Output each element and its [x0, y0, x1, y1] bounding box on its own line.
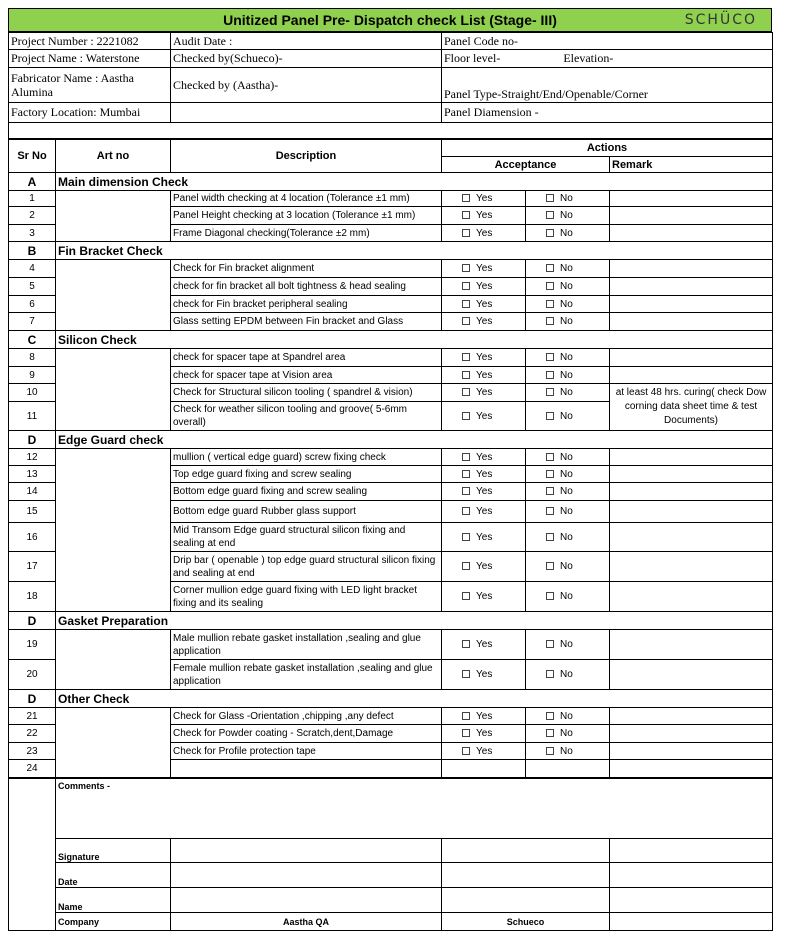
company-extra	[610, 913, 773, 931]
checkbox-no-label: No	[560, 561, 573, 572]
row-sr-no: 10	[9, 384, 56, 402]
checkbox-yes[interactable]	[462, 412, 470, 420]
checkbox-yes-label: Yes	[476, 669, 493, 680]
remark-cell[interactable]	[610, 260, 773, 278]
acceptance-yes-cell	[442, 760, 526, 778]
checkbox-yes-label: Yes	[476, 468, 493, 480]
date-label: Date	[56, 863, 171, 888]
acceptance-no-cell	[526, 725, 610, 743]
acceptance-yes-cell	[442, 225, 526, 242]
checkbox-yes[interactable]	[462, 264, 470, 272]
checkbox-no[interactable]	[546, 388, 554, 396]
row-description: Check for Structural silicon tooling ( spandrel & vision)	[171, 384, 442, 402]
checkbox-yes[interactable]	[462, 282, 470, 290]
acceptance-no-cell	[526, 349, 610, 367]
remark-cell[interactable]	[610, 582, 773, 612]
checkbox-yes-label: Yes	[476, 410, 493, 422]
checkbox-yes[interactable]	[462, 453, 470, 461]
section-header-row	[9, 173, 773, 191]
checkbox-yes-label: Yes	[476, 506, 493, 517]
checkbox-yes-label: Yes	[476, 298, 493, 310]
row-description	[171, 760, 442, 778]
checkbox-no[interactable]	[546, 300, 554, 308]
row-sr-no: 6	[9, 296, 56, 313]
floor-level-label: Floor level-	[444, 51, 501, 65]
acceptance-no-cell	[526, 523, 610, 552]
checkbox-no[interactable]	[546, 282, 554, 290]
acceptance-yes-cell	[442, 384, 526, 402]
acceptance-yes-cell	[442, 743, 526, 760]
section-title: Edge Guard check	[56, 431, 773, 449]
date-extra-field[interactable]	[610, 863, 773, 888]
elevation-label: Elevation-	[563, 51, 614, 65]
checkbox-yes-label: Yes	[476, 710, 493, 722]
row-sr-no: 7	[9, 313, 56, 331]
acceptance-no-cell	[526, 552, 610, 582]
remark-cell[interactable]: at least 48 hrs. curing( check Dow corning data sheet time & test Documents)	[610, 384, 773, 431]
checkbox-no[interactable]	[546, 371, 554, 379]
col-sr-no: Sr No	[9, 140, 56, 173]
acceptance-no-cell	[526, 760, 610, 778]
row-sr-no: 20	[9, 660, 56, 690]
checkbox-yes[interactable]	[462, 562, 470, 570]
row-sr-no: 8	[9, 349, 56, 367]
checkbox-no[interactable]	[546, 487, 554, 495]
row-description: mullion ( vertical edge guard) screw fixing check	[171, 449, 442, 466]
col-description: Description	[171, 140, 442, 173]
section-title: Main dimension Check	[56, 173, 773, 191]
checkbox-no[interactable]	[546, 353, 554, 361]
comments-field[interactable]	[56, 779, 773, 839]
audit-date-field[interactable]: Audit Date :	[171, 33, 442, 50]
checkbox-yes-label: Yes	[476, 591, 493, 602]
row-sr-no: 23	[9, 743, 56, 760]
checkbox-no[interactable]	[546, 562, 554, 570]
art-no-cell[interactable]	[56, 708, 171, 778]
checkbox-no-label: No	[560, 227, 573, 239]
checkbox-yes[interactable]	[462, 229, 470, 237]
checkbox-no-label: No	[560, 669, 573, 680]
section-header-row	[9, 612, 773, 630]
remark-cell[interactable]	[610, 725, 773, 743]
acceptance-no-cell	[526, 191, 610, 207]
checkbox-no-label: No	[560, 281, 573, 292]
acceptance-yes-cell	[442, 260, 526, 278]
remark-cell[interactable]	[610, 760, 773, 778]
row-sr-no: 2	[9, 207, 56, 225]
checkbox-no-label: No	[560, 387, 573, 398]
acceptance-no-cell	[526, 501, 610, 523]
remark-cell[interactable]	[610, 191, 773, 207]
checkbox-yes[interactable]	[462, 487, 470, 495]
checkbox-yes[interactable]	[462, 353, 470, 361]
checkbox-yes-label: Yes	[476, 387, 493, 398]
acceptance-no-cell	[526, 402, 610, 431]
name-label: Name	[56, 888, 171, 913]
section-title: Other Check	[56, 690, 773, 708]
project-name: Project Name : Waterstone	[9, 50, 171, 68]
checkbox-yes[interactable]	[462, 507, 470, 515]
remark-cell[interactable]	[610, 349, 773, 367]
row-description: check for Fin bracket peripheral sealing	[171, 296, 442, 313]
acceptance-yes-cell	[442, 725, 526, 743]
acceptance-no-cell	[526, 449, 610, 466]
checkbox-no-label: No	[560, 352, 573, 363]
project-number: Project Number : 2221082	[9, 33, 171, 50]
checkbox-yes[interactable]	[462, 194, 470, 202]
row-description: Panel width checking at 4 location (Tolerance ±1 mm)	[171, 191, 442, 207]
checkbox-yes-label: Yes	[476, 745, 493, 757]
acceptance-yes-cell	[442, 552, 526, 582]
checkbox-no[interactable]	[546, 729, 554, 737]
panel-dimension-field[interactable]: Panel Diamension -	[442, 103, 773, 123]
acceptance-yes-cell	[442, 191, 526, 207]
row-sr-no: 4	[9, 260, 56, 278]
checkbox-no-label: No	[560, 263, 573, 274]
table-row	[9, 630, 773, 660]
project-info-table	[8, 32, 773, 139]
section-code: A	[9, 173, 56, 191]
checkbox-no[interactable]	[546, 670, 554, 678]
acceptance-yes-cell	[442, 367, 526, 384]
page-title: Unitized Panel Pre- Dispatch check List (Stage- III)	[223, 12, 557, 28]
acceptance-no-cell	[526, 278, 610, 296]
remark-cell[interactable]	[610, 367, 773, 384]
section-header-row	[9, 431, 773, 449]
section-code: D	[9, 431, 56, 449]
remark-cell[interactable]	[610, 660, 773, 690]
checkbox-yes-label: Yes	[476, 263, 493, 274]
checkbox-yes[interactable]	[462, 747, 470, 755]
row-description: Check for Fin bracket alignment	[171, 260, 442, 278]
checkbox-no-label: No	[560, 468, 573, 480]
checkbox-yes[interactable]	[462, 211, 470, 219]
remark-cell[interactable]	[610, 466, 773, 483]
row-description: Female mullion rebate gasket installation ,sealing and glue application	[171, 660, 442, 690]
acceptance-yes-cell	[442, 708, 526, 725]
row-description: Drip bar ( openable ) top edge guard structural silicon fixing and sealing at end	[171, 552, 442, 582]
section-code: D	[9, 612, 56, 630]
row-description: Top edge guard fixing and screw sealing	[171, 466, 442, 483]
table-row	[9, 708, 773, 725]
row-description: Check for Powder coating - Scratch,dent,Damage	[171, 725, 442, 743]
acceptance-yes-cell	[442, 630, 526, 660]
acceptance-no-cell	[526, 296, 610, 313]
checkbox-yes-label: Yes	[476, 352, 493, 363]
acceptance-no-cell	[526, 743, 610, 760]
remark-cell[interactable]	[610, 708, 773, 725]
checkbox-no-label: No	[560, 745, 573, 757]
checkbox-yes[interactable]	[462, 533, 470, 541]
row-description: check for spacer tape at Spandrel area	[171, 349, 442, 367]
col-art-no: Art no	[56, 140, 171, 173]
checkbox-no-label: No	[560, 210, 573, 221]
acceptance-no-cell	[526, 225, 610, 242]
row-sr-no: 9	[9, 367, 56, 384]
signature-aastha-field[interactable]	[171, 839, 442, 863]
checkbox-no-label: No	[560, 369, 573, 381]
name-aastha-field[interactable]	[171, 888, 442, 913]
checkbox-no[interactable]	[546, 592, 554, 600]
row-description: Glass setting EPDM between Fin bracket and Glass	[171, 313, 442, 331]
company-aastha: Aastha QA	[171, 913, 442, 931]
signature-extra-field[interactable]	[610, 839, 773, 863]
row-description: Check for Glass -Orientation ,chipping ,any defect	[171, 708, 442, 725]
row-sr-no: 18	[9, 582, 56, 612]
remark-cell[interactable]	[610, 296, 773, 313]
panel-code-field[interactable]: Panel Code no-	[442, 33, 773, 50]
checkbox-no[interactable]	[546, 412, 554, 420]
company-label: Company	[56, 913, 171, 931]
checkbox-yes[interactable]	[462, 592, 470, 600]
row-sr-no: 11	[9, 402, 56, 431]
acceptance-no-cell	[526, 483, 610, 501]
checkbox-no-label: No	[560, 710, 573, 722]
checkbox-no[interactable]	[546, 640, 554, 648]
checkbox-no[interactable]	[546, 194, 554, 202]
checkbox-yes-label: Yes	[476, 369, 493, 381]
checkbox-no[interactable]	[546, 453, 554, 461]
checkbox-yes-label: Yes	[476, 728, 493, 739]
remark-cell[interactable]	[610, 523, 773, 552]
row-sr-no: 15	[9, 501, 56, 523]
row-description: Check for Profile protection tape	[171, 743, 442, 760]
signature-label: Signature	[56, 839, 171, 863]
checkbox-yes[interactable]	[462, 640, 470, 648]
schueco-logo: SCHÜCO	[684, 12, 757, 28]
row-description: check for spacer tape at Vision area	[171, 367, 442, 384]
remark-cell[interactable]	[610, 449, 773, 466]
checkbox-yes-label: Yes	[476, 227, 493, 239]
checkbox-no-label: No	[560, 451, 573, 463]
signature-schueco-field[interactable]	[442, 839, 610, 863]
checkbox-no-label: No	[560, 728, 573, 739]
blank-info-cell[interactable]	[171, 103, 442, 123]
checkbox-yes[interactable]	[462, 729, 470, 737]
checkbox-yes-label: Yes	[476, 210, 493, 221]
remark-cell[interactable]	[610, 743, 773, 760]
acceptance-no-cell	[526, 367, 610, 384]
checkbox-yes[interactable]	[462, 712, 470, 720]
checkbox-no[interactable]	[546, 507, 554, 515]
row-sr-no: 16	[9, 523, 56, 552]
checklist-table	[8, 139, 773, 778]
date-aastha-field[interactable]	[171, 863, 442, 888]
row-description: check for fin bracket all bolt tightness & head sealing	[171, 278, 442, 296]
remark-cell[interactable]	[610, 630, 773, 660]
acceptance-no-cell	[526, 582, 610, 612]
acceptance-yes-cell	[442, 466, 526, 483]
acceptance-yes-cell	[442, 278, 526, 296]
remark-cell[interactable]	[610, 501, 773, 523]
checkbox-yes-label: Yes	[476, 316, 493, 327]
checklist-sheet	[8, 8, 772, 931]
section-code: D	[9, 690, 56, 708]
remark-cell[interactable]	[610, 207, 773, 225]
art-no-cell[interactable]	[56, 349, 171, 431]
remark-cell[interactable]	[610, 313, 773, 331]
acceptance-no-cell	[526, 630, 610, 660]
table-row	[9, 449, 773, 466]
table-row	[9, 349, 773, 367]
remark-cell[interactable]	[610, 552, 773, 582]
row-sr-no: 3	[9, 225, 56, 242]
date-schueco-field[interactable]	[442, 863, 610, 888]
checkbox-no-label: No	[560, 591, 573, 602]
footer-margin	[9, 779, 56, 931]
checkbox-yes[interactable]	[462, 300, 470, 308]
checkbox-no-label: No	[560, 531, 573, 543]
remark-cell[interactable]	[610, 483, 773, 501]
comments-label: Comments -	[58, 781, 111, 791]
acceptance-yes-cell	[442, 313, 526, 331]
acceptance-no-cell	[526, 708, 610, 725]
panel-type-field[interactable]: Panel Type-Straight/End/Openable/Corner	[442, 68, 773, 103]
remark-cell[interactable]	[610, 278, 773, 296]
row-sr-no: 14	[9, 483, 56, 501]
checkbox-no-label: No	[560, 193, 573, 204]
acceptance-yes-cell	[442, 207, 526, 225]
col-acceptance: Acceptance	[442, 157, 610, 173]
row-sr-no: 5	[9, 278, 56, 296]
acceptance-no-cell	[526, 313, 610, 331]
acceptance-no-cell	[526, 260, 610, 278]
name-schueco-field[interactable]	[442, 888, 610, 913]
section-title: Silicon Check	[56, 331, 773, 349]
row-sr-no: 21	[9, 708, 56, 725]
acceptance-no-cell	[526, 207, 610, 225]
checkbox-yes[interactable]	[462, 470, 470, 478]
table-row	[9, 260, 773, 278]
company-schueco: Schueco	[442, 913, 610, 931]
acceptance-yes-cell	[442, 660, 526, 690]
acceptance-no-cell	[526, 384, 610, 402]
spacer-row	[9, 123, 773, 139]
row-description: Check for weather silicon tooling and groove( 5-6mm overall)	[171, 402, 442, 431]
col-remark: Remark	[610, 157, 773, 173]
section-title: Fin Bracket Check	[56, 242, 773, 260]
table-row	[9, 191, 773, 207]
row-description: Bottom edge guard fixing and screw sealing	[171, 483, 442, 501]
row-description: Panel Height checking at 3 location (Tolerance ±1 mm)	[171, 207, 442, 225]
acceptance-yes-cell	[442, 483, 526, 501]
art-no-cell[interactable]	[56, 260, 171, 331]
checkbox-no-label: No	[560, 316, 573, 327]
checked-by-schueco-field[interactable]: Checked by(Schueco)-	[171, 50, 442, 68]
acceptance-yes-cell	[442, 402, 526, 431]
checkbox-yes-label: Yes	[476, 531, 493, 543]
checkbox-yes-label: Yes	[476, 281, 493, 292]
section-code: C	[9, 331, 56, 349]
section-header-row	[9, 331, 773, 349]
acceptance-yes-cell	[442, 296, 526, 313]
checkbox-yes[interactable]	[462, 670, 470, 678]
row-sr-no: 12	[9, 449, 56, 466]
acceptance-yes-cell	[442, 449, 526, 466]
factory-location: Factory Location: Mumbai	[9, 103, 171, 123]
checkbox-no[interactable]	[546, 317, 554, 325]
checkbox-no[interactable]	[546, 229, 554, 237]
fabricator-name: Fabricator Name : Aastha Alumina	[9, 68, 171, 103]
checkbox-no-label: No	[560, 410, 573, 422]
title-bar	[8, 8, 772, 32]
checkbox-yes-label: Yes	[476, 451, 493, 463]
section-title: Gasket Preparation	[56, 612, 773, 630]
col-actions: Actions	[442, 140, 773, 157]
art-no-cell[interactable]	[56, 630, 171, 690]
checkbox-no[interactable]	[546, 712, 554, 720]
checkbox-no[interactable]	[546, 264, 554, 272]
section-code: B	[9, 242, 56, 260]
checkbox-no-label: No	[560, 486, 573, 497]
section-header-row	[9, 690, 773, 708]
checked-by-aastha-field[interactable]: Checked by (Aastha)-	[171, 68, 442, 103]
row-description: Bottom edge guard Rubber glass support	[171, 501, 442, 523]
name-extra-field[interactable]	[610, 888, 773, 913]
floor-elevation-field[interactable]	[442, 50, 773, 68]
section-header-row	[9, 242, 773, 260]
row-sr-no: 22	[9, 725, 56, 743]
checkbox-no[interactable]	[546, 747, 554, 755]
checkbox-no[interactable]	[546, 533, 554, 541]
row-description: Frame Diagonal checking(Tolerance ±2 mm)	[171, 225, 442, 242]
checkbox-yes-label: Yes	[476, 486, 493, 497]
row-sr-no: 13	[9, 466, 56, 483]
row-sr-no: 17	[9, 552, 56, 582]
acceptance-no-cell	[526, 466, 610, 483]
checkbox-yes[interactable]	[462, 371, 470, 379]
row-description: Male mullion rebate gasket installation ,sealing and glue application	[171, 630, 442, 660]
signature-table	[8, 778, 773, 931]
checkbox-no-label: No	[560, 506, 573, 517]
row-description: Corner mullion edge guard fixing with LED light bracket fixing and its sealing	[171, 582, 442, 612]
row-description: Mid Transom Edge guard structural silicon fixing and sealing at end	[171, 523, 442, 552]
checkbox-no-label: No	[560, 639, 573, 650]
acceptance-yes-cell	[442, 349, 526, 367]
checkbox-yes-label: Yes	[476, 639, 493, 650]
acceptance-yes-cell	[442, 582, 526, 612]
checkbox-yes-label: Yes	[476, 193, 493, 204]
checkbox-no[interactable]	[546, 470, 554, 478]
acceptance-yes-cell	[442, 501, 526, 523]
row-sr-no: 19	[9, 630, 56, 660]
checkbox-no-label: No	[560, 298, 573, 310]
row-sr-no: 24	[9, 760, 56, 778]
row-sr-no: 1	[9, 191, 56, 207]
checkbox-no[interactable]	[546, 211, 554, 219]
acceptance-yes-cell	[442, 523, 526, 552]
checkbox-yes-label: Yes	[476, 561, 493, 572]
art-no-cell[interactable]	[56, 449, 171, 612]
acceptance-no-cell	[526, 660, 610, 690]
checkbox-yes[interactable]	[462, 317, 470, 325]
remark-cell[interactable]	[610, 225, 773, 242]
art-no-cell[interactable]	[56, 191, 171, 242]
checkbox-yes[interactable]	[462, 388, 470, 396]
